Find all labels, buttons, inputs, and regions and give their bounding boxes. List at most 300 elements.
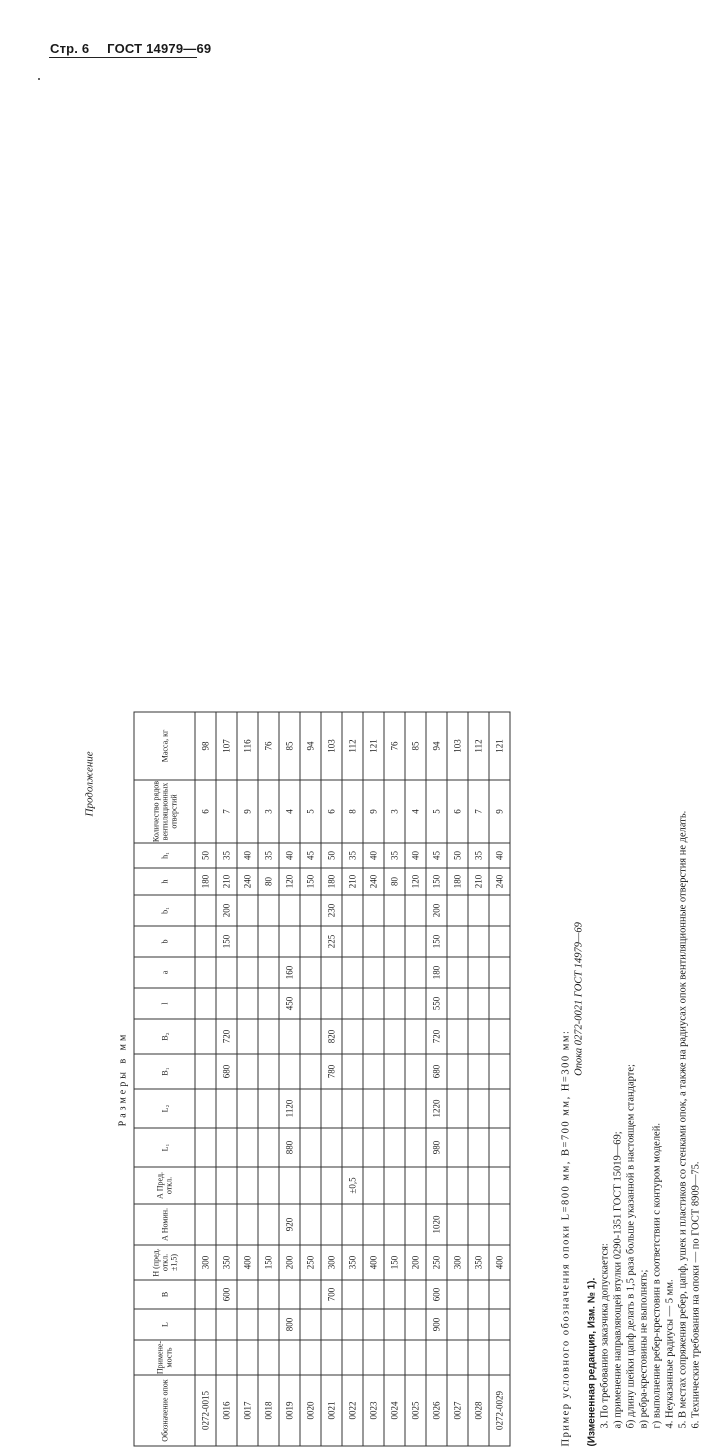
table-cell: 210 [216, 868, 237, 895]
note-5: 5. В местах сопряжения ребер, цапф, ушек и пластиков со стенками опок, а также на радиусах опок вентиляционные отверстия не делать. [677, 810, 689, 1429]
table-cell [237, 1019, 258, 1054]
table-cell: 150 [258, 1245, 279, 1280]
table-cell: 680 [216, 1054, 237, 1089]
table-cell: 0018 [258, 1375, 279, 1446]
table-cell: 720 [426, 1019, 447, 1054]
table-cell: 0028 [468, 1375, 489, 1446]
table-cell [468, 1089, 489, 1128]
table-cell: 700 [321, 1280, 342, 1309]
table-row [279, 712, 300, 1446]
table-cell: 1020 [426, 1204, 447, 1245]
table-cell [216, 1309, 237, 1340]
table-cell: 50 [195, 843, 216, 868]
table-cell [384, 895, 405, 926]
table-cell [468, 1054, 489, 1089]
table-cell: 180 [321, 868, 342, 895]
table-cell [195, 1340, 216, 1375]
table-cell [363, 1089, 384, 1128]
table-cell: 160 [279, 957, 300, 988]
table-cell: 400 [489, 1245, 510, 1280]
table-cell [237, 926, 258, 957]
table-cell [489, 926, 510, 957]
table-cell: 200 [279, 1245, 300, 1280]
table-cell [216, 957, 237, 988]
table-cell [363, 1167, 384, 1204]
table-cell [300, 1167, 321, 1204]
table-cell [363, 988, 384, 1019]
table-cell: 3 [258, 780, 279, 843]
table-cell [384, 988, 405, 1019]
table-cell [405, 1128, 426, 1167]
table-cell [405, 988, 426, 1019]
table-cell: 1220 [426, 1089, 447, 1128]
table-cell: 0025 [405, 1375, 426, 1446]
table-cell [384, 926, 405, 957]
table-cell: 450 [279, 988, 300, 1019]
table-cell: 240 [237, 868, 258, 895]
table-cell [489, 1280, 510, 1309]
table-cell [300, 1054, 321, 1089]
column-header: Количество рядов вентиляционных отверстий [134, 780, 195, 843]
column-header: L₂ [134, 1089, 195, 1128]
edition-note: (Измененная редакция, Изм. № 1). [586, 1277, 598, 1447]
column-header: a [134, 957, 195, 988]
table-cell [342, 1204, 363, 1245]
table-cell [300, 1204, 321, 1245]
table-cell: 40 [279, 843, 300, 868]
table-cell [489, 1309, 510, 1340]
page-header [50, 41, 225, 56]
table-cell [195, 1309, 216, 1340]
table-cell [258, 1089, 279, 1128]
table-cell: 600 [216, 1280, 237, 1309]
table-row [195, 712, 216, 1446]
table-cell: 980 [426, 1128, 447, 1167]
table-cell [384, 1054, 405, 1089]
table-cell [342, 988, 363, 1019]
table-cell [405, 926, 426, 957]
table-cell [384, 1019, 405, 1054]
table-cell [468, 1128, 489, 1167]
table-row [468, 712, 489, 1446]
table-cell: 4 [405, 780, 426, 843]
table-cell: 210 [468, 868, 489, 895]
table-cell [300, 1340, 321, 1375]
table-cell: 35 [342, 843, 363, 868]
table-cell: 780 [321, 1054, 342, 1089]
table-cell: 550 [426, 988, 447, 1019]
table-cell [447, 1280, 468, 1309]
table-cell [447, 1340, 468, 1375]
table-cell: 50 [447, 843, 468, 868]
table-cell: 0016 [216, 1375, 237, 1446]
table-cell [237, 1280, 258, 1309]
table-cell [489, 957, 510, 988]
table-cell [216, 1340, 237, 1375]
table-cell [279, 1019, 300, 1054]
table-cell: 6 [195, 780, 216, 843]
table-cell [489, 1340, 510, 1375]
table-cell: 80 [384, 868, 405, 895]
table-row [300, 712, 321, 1446]
table-cell [258, 1204, 279, 1245]
table-cell [300, 895, 321, 926]
table-cell [447, 1089, 468, 1128]
column-header: l [134, 988, 195, 1019]
table-cell [363, 926, 384, 957]
table-cell [447, 957, 468, 988]
table-cell: 5 [300, 780, 321, 843]
column-header: Примене-мость [134, 1340, 195, 1375]
table-cell: 112 [468, 712, 489, 780]
table-row [216, 712, 237, 1446]
table-cell [300, 1309, 321, 1340]
table-cell: 40 [363, 843, 384, 868]
continuation-label: Продолжение [83, 751, 96, 817]
table-cell: 240 [363, 868, 384, 895]
table-cell [195, 1167, 216, 1204]
table-cell [363, 957, 384, 988]
table-cell [195, 1054, 216, 1089]
note-3g: г) выполнение ребер-крестовин в соответствии с контуром моделей. [651, 1123, 663, 1429]
table-cell [342, 1019, 363, 1054]
table-cell: 80 [258, 868, 279, 895]
table-row [426, 712, 447, 1446]
table-cell: 800 [279, 1309, 300, 1340]
table-cell [468, 1204, 489, 1245]
table-cell [216, 988, 237, 1019]
table-cell [447, 1054, 468, 1089]
table-cell [342, 1089, 363, 1128]
table-cell [195, 988, 216, 1019]
table-cell: 0017 [237, 1375, 258, 1446]
table-cell [447, 1019, 468, 1054]
table-cell [342, 1340, 363, 1375]
table-cell [216, 1089, 237, 1128]
table-cell: 820 [321, 1019, 342, 1054]
table-cell [363, 1309, 384, 1340]
table-cell: 0026 [426, 1375, 447, 1446]
table-cell: 150 [426, 868, 447, 895]
note-3v: в) ребра-крестовины не выполнять; [638, 1269, 650, 1429]
note-4: 4. Неуказанные радиусы — 5 мм. [664, 1279, 676, 1429]
table-cell [216, 1128, 237, 1167]
table-cell [258, 895, 279, 926]
table-cell [363, 1204, 384, 1245]
table-cell: 300 [195, 1245, 216, 1280]
table-cell [237, 895, 258, 926]
table-cell: 350 [342, 1245, 363, 1280]
table-caption: Размеры в мм [117, 1031, 129, 1127]
table-cell: 250 [426, 1245, 447, 1280]
table-row [237, 712, 258, 1446]
table-cell: 0023 [363, 1375, 384, 1446]
table-cell [342, 895, 363, 926]
dimensions-table [134, 712, 511, 1447]
table-cell [447, 1128, 468, 1167]
table-cell [447, 926, 468, 957]
table-cell: ±0,5 [342, 1167, 363, 1204]
table-cell: 0024 [384, 1375, 405, 1446]
table-cell [405, 1280, 426, 1309]
table-cell: 0020 [300, 1375, 321, 1446]
table-cell [405, 1340, 426, 1375]
table-cell: 3 [384, 780, 405, 843]
table-cell: 5 [426, 780, 447, 843]
table-cell [405, 1309, 426, 1340]
table-cell: 35 [216, 843, 237, 868]
table-cell [363, 1280, 384, 1309]
table-cell [342, 1054, 363, 1089]
table-cell [384, 1340, 405, 1375]
table-cell: 85 [279, 712, 300, 780]
table-cell: 200 [426, 895, 447, 926]
table-cell [300, 1089, 321, 1128]
table-cell: 400 [363, 1245, 384, 1280]
table-cell [468, 1309, 489, 1340]
column-header: Масса, кг [134, 712, 195, 780]
table-header-row [134, 712, 195, 1446]
table-cell [447, 895, 468, 926]
table-cell [237, 1167, 258, 1204]
table-row [342, 712, 363, 1446]
table-cell [405, 1167, 426, 1204]
table-cell [300, 926, 321, 957]
table-cell [300, 1019, 321, 1054]
table-cell [447, 1204, 468, 1245]
table-cell [258, 1340, 279, 1375]
table-row [447, 712, 468, 1446]
table-cell: 150 [300, 868, 321, 895]
table-cell: 6 [447, 780, 468, 843]
table-cell [489, 1089, 510, 1128]
table-cell [342, 1128, 363, 1167]
table-cell: 112 [342, 712, 363, 780]
table-cell: 85 [405, 712, 426, 780]
table-cell: 0272-0029 [489, 1375, 510, 1446]
column-header: B₂ [134, 1019, 195, 1054]
table-cell [384, 1128, 405, 1167]
table-cell [321, 1204, 342, 1245]
table-cell [363, 1019, 384, 1054]
table-cell [216, 1204, 237, 1245]
table-cell: 8 [342, 780, 363, 843]
table-cell: 230 [321, 895, 342, 926]
table-cell: 210 [342, 868, 363, 895]
table-cell: 180 [195, 868, 216, 895]
table-cell [300, 1128, 321, 1167]
table-cell [300, 988, 321, 1019]
table-cell [342, 926, 363, 957]
table-cell [489, 1167, 510, 1204]
table-cell [468, 957, 489, 988]
table-cell: 880 [279, 1128, 300, 1167]
table-cell [237, 957, 258, 988]
column-header: B₁ [134, 1054, 195, 1089]
table-cell [489, 1054, 510, 1089]
table-cell: 116 [237, 712, 258, 780]
note-3b: б) длину шейки цапф делать в 1,5 раза больше указанной в настоящем стандарте; [625, 1064, 637, 1429]
note-6: 6. Технические требования на опоки — по ГОСТ 8909—75. [690, 1161, 702, 1429]
table-cell: 4 [279, 780, 300, 843]
table-cell [195, 1280, 216, 1309]
table-cell [489, 895, 510, 926]
table-cell: 250 [300, 1245, 321, 1280]
table-cell [300, 957, 321, 988]
table-cell [258, 1128, 279, 1167]
table-cell: 240 [489, 868, 510, 895]
table-row [321, 712, 342, 1446]
table-cell [279, 895, 300, 926]
example-text: Пример условного обозначения опоки L=800 мм, B=700 мм, H=300 мм: [560, 1029, 572, 1447]
table-cell: 120 [405, 868, 426, 895]
table-cell [468, 1167, 489, 1204]
table-cell: 40 [489, 843, 510, 868]
table-row [258, 712, 279, 1446]
dimensions-table-area [117, 712, 540, 1447]
table-cell: 121 [363, 712, 384, 780]
table-cell [258, 988, 279, 1019]
table-cell [405, 1089, 426, 1128]
table-cell [468, 1340, 489, 1375]
table-cell [384, 1280, 405, 1309]
table-cell: 200 [405, 1245, 426, 1280]
table-cell [363, 895, 384, 926]
table-cell [384, 1167, 405, 1204]
table-cell: 900 [426, 1309, 447, 1340]
column-header: B [134, 1280, 195, 1309]
table-cell: 180 [447, 868, 468, 895]
table-cell: 0022 [342, 1375, 363, 1446]
table-cell: 45 [426, 843, 447, 868]
column-header: Обозначение опок [134, 1375, 195, 1446]
table-cell: 98 [195, 712, 216, 780]
table-cell: 150 [384, 1245, 405, 1280]
table-cell [195, 1204, 216, 1245]
table-cell [237, 1340, 258, 1375]
table-cell: 76 [384, 712, 405, 780]
table-cell: 0021 [321, 1375, 342, 1446]
table-cell [321, 1128, 342, 1167]
table-cell [489, 1019, 510, 1054]
table-cell [279, 1280, 300, 1309]
table-cell [321, 1167, 342, 1204]
table-cell: 350 [468, 1245, 489, 1280]
column-header: А Номин. [134, 1204, 195, 1245]
table-cell [447, 1309, 468, 1340]
column-header: h₁ [134, 843, 195, 868]
column-header: b₁ [134, 895, 195, 926]
table-cell: 120 [279, 868, 300, 895]
table-cell: 40 [237, 843, 258, 868]
table-cell: 45 [300, 843, 321, 868]
table-cell [216, 1167, 237, 1204]
table-cell [468, 1280, 489, 1309]
table-cell [426, 1167, 447, 1204]
table-cell [384, 957, 405, 988]
table-cell: 300 [321, 1245, 342, 1280]
speck [38, 78, 40, 80]
table-cell: 350 [216, 1245, 237, 1280]
table-cell: 9 [363, 780, 384, 843]
table-cell [279, 1340, 300, 1375]
table-cell: 35 [468, 843, 489, 868]
table-cell: 0272-0015 [195, 1375, 216, 1446]
table-cell [489, 1204, 510, 1245]
table-cell: 680 [426, 1054, 447, 1089]
example-designation: Опока 0272-0021 ГОСТ 14979—69 [573, 922, 585, 1076]
table-cell: 103 [321, 712, 342, 780]
table-cell: 0027 [447, 1375, 468, 1446]
table-cell [342, 1280, 363, 1309]
table-cell [321, 957, 342, 988]
table-cell: 6 [321, 780, 342, 843]
table-cell [237, 1204, 258, 1245]
table-cell [237, 1309, 258, 1340]
column-header: А Пред. откл. [134, 1167, 195, 1204]
column-header: H (пред. откл. ±1,5) [134, 1245, 195, 1280]
table-cell [321, 1309, 342, 1340]
table-cell [279, 1054, 300, 1089]
table-cell [405, 1204, 426, 1245]
table-cell [447, 1167, 468, 1204]
note-3a: а) применение направляющей втулки 0290-1351 ГОСТ 15019—69; [612, 1131, 624, 1429]
table-cell: 0019 [279, 1375, 300, 1446]
table-cell [342, 1309, 363, 1340]
table-cell [258, 957, 279, 988]
table-cell [489, 1128, 510, 1167]
column-header: b [134, 926, 195, 957]
table-cell: 35 [384, 843, 405, 868]
table-cell [321, 988, 342, 1019]
table-cell: 720 [216, 1019, 237, 1054]
table-cell [342, 957, 363, 988]
column-header: L₁ [134, 1128, 195, 1167]
table-cell: 225 [321, 926, 342, 957]
header-rule [49, 57, 197, 58]
table-cell [237, 1089, 258, 1128]
table-cell [384, 1089, 405, 1128]
table-cell [237, 988, 258, 1019]
table-cell [237, 1054, 258, 1089]
table-row [363, 712, 384, 1446]
table-cell: 9 [237, 780, 258, 843]
table-cell [279, 926, 300, 957]
table-cell [363, 1054, 384, 1089]
table-cell: 40 [405, 843, 426, 868]
table-cell [237, 1128, 258, 1167]
table-cell [321, 1340, 342, 1375]
table-cell: 94 [300, 712, 321, 780]
table-cell: 7 [216, 780, 237, 843]
table-cell: 50 [321, 843, 342, 868]
table-cell [258, 1309, 279, 1340]
table-cell: 35 [258, 843, 279, 868]
table-cell: 7 [468, 780, 489, 843]
table-cell: 1120 [279, 1089, 300, 1128]
table-cell: 920 [279, 1204, 300, 1245]
table-cell [258, 1019, 279, 1054]
table-cell [258, 1054, 279, 1089]
table-cell: 300 [447, 1245, 468, 1280]
table-cell [363, 1340, 384, 1375]
column-header: h [134, 868, 195, 895]
standard-code: ГОСТ 14979—69 [107, 41, 212, 56]
table-cell [195, 895, 216, 926]
example-line [560, 712, 573, 1447]
table-cell: 150 [216, 926, 237, 957]
table-cell: 150 [426, 926, 447, 957]
